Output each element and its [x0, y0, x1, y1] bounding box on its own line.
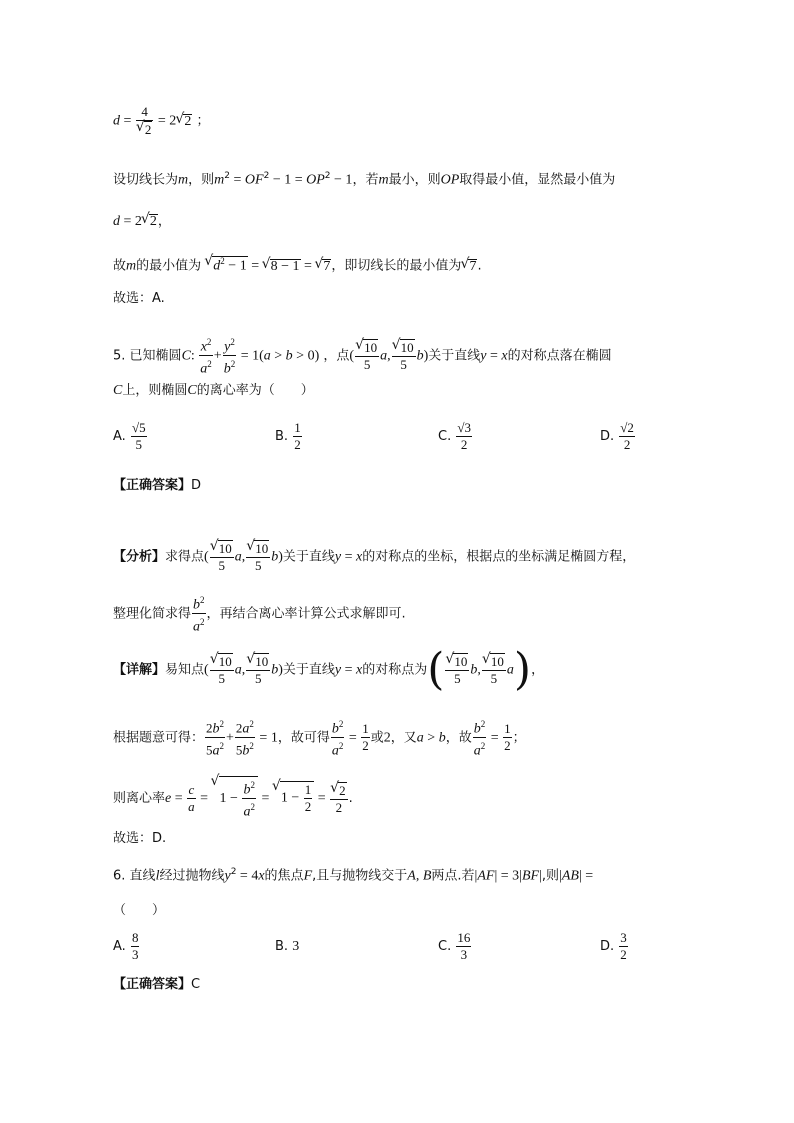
choose-a: 故选：A. — [113, 291, 165, 306]
q5-detail-line2: 根据题意可得： $\frac{2b^2}{5a^2}$ + $\frac{2a^2}{5b^2}$ = 1，故可得 $\frac{b^2}{a^2}$ = $\frac{1}{2}$ 或2，又a > b，故 $\frac{b^2}{a^2}$ = $\frac{1}{2}$ ； — [113, 719, 526, 759]
q5-detail-line1: 【详解】易知点( √ $\frac{10}{5}$ a, √ $\frac{10}{5}$ b)关于直线y = x的对称点为( √ $\frac{10}{5}$ b, √ $\frac{10}{5}$ a)， — [113, 648, 544, 692]
d-formula-line: d = 4 √ 2 = 2√ 2 ； — [113, 104, 209, 138]
q5-option-b[interactable]: B. $\frac{1}{2}$ — [275, 420, 301, 452]
q5-option-c[interactable]: C. $\frac{√3}{2}$ — [438, 420, 471, 452]
q6-option-c[interactable]: C. $\frac{16}{3}$ — [438, 930, 471, 962]
conclusion-line: 故m的最小值为 √ $d^2 - 1$ = √ 8 − 1 = √ 7，即切线长的最小值为√ 7. — [113, 256, 482, 274]
q6-option-b[interactable]: B. 3 — [275, 939, 300, 954]
q6-option-d[interactable]: D. $\frac{3}{2}$ — [600, 930, 627, 962]
q5-stem-line2: C上，则椭圆C的离心率为（ ） — [113, 383, 314, 398]
q5-analysis-line1: 【分析】求得点( √ $\frac{10}{5}$ a, √ $\frac{10}{5}$ b)关于直线y = x的对称点的坐标，根据点的坐标满足椭圆方程， — [113, 540, 635, 574]
q5-analysis-line2: 整理化简求得 $\frac{b^2}{a^2}$ ，再结合离心率计算公式求解即可. — [113, 595, 406, 635]
q6-stem-line1: 6. 直线l经过抛物线$y^2 = 4x$的焦点F,且与抛物线交于A, B两点.若|AF| = 3|BF|,则|AB| = — [113, 867, 594, 884]
q6-paren: （ ） — [113, 903, 166, 918]
q5-ecc-line: 则离心率e = $\frac{c}{a}$ = √ 1 − $\frac{b^2}{a^2}$ = √ 1 − $\frac{1}{2}$ = √ $\frac{2}{2}$ . — [113, 776, 353, 821]
q5-answer: 【正确答案】D — [113, 478, 202, 493]
q5-stem-line1: 5. 已知椭圆C: $\frac{x^2}{a^2}$ + $\frac{y^2}{b^2}$ = 1(a > b > 0) ，点( √ $\frac{10}{5}$ a, √ $\frac{10}{5}$ b)关于直线y = x的对称点落在椭圆 — [113, 334, 612, 378]
semicolon: ； — [196, 113, 210, 129]
choose-d: 故选：D. — [113, 831, 167, 846]
q5-option-d[interactable]: D. $\frac{√2}{2}$ — [600, 420, 634, 452]
q6-option-a[interactable]: A. $\frac{8}{3}$ — [113, 930, 139, 962]
q5-option-a[interactable]: A. $\frac{√5}{5}$ — [113, 420, 146, 452]
tangent-length-line: 设切线长为m，则$m^2 = OF^2 - 1 = OP^2 - 1$，若m最小，则OP取得最小值，显然最小值为 — [113, 171, 616, 188]
q6-answer: 【正确答案】C — [113, 977, 201, 992]
d-min-line: d = 2√ 2， — [113, 214, 171, 229]
